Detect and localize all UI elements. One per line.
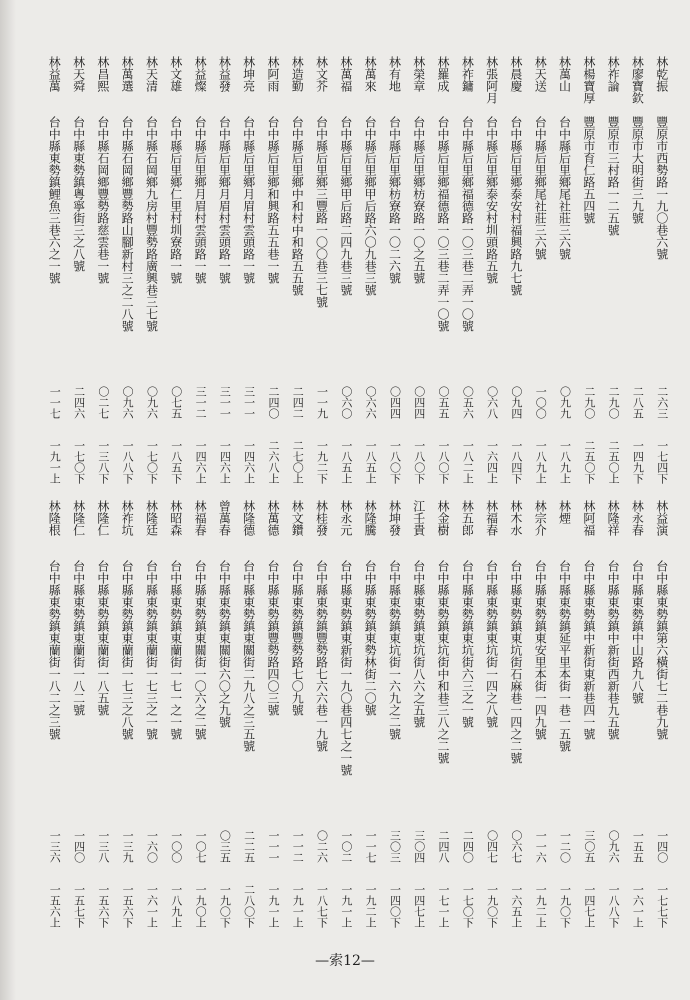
entry-number-1: 〇三五 <box>218 830 232 863</box>
entry-number-1: 一六〇 <box>145 830 159 863</box>
entry-number-2: 二五〇下 <box>582 440 596 484</box>
entry-number-2: 一九一上 <box>266 884 280 928</box>
index-entry <box>480 500 504 930</box>
entry-name: 林昭森 <box>168 500 183 536</box>
entry-name: 林益萬 <box>47 56 62 92</box>
entry-number-2: 一六四上 <box>485 440 499 484</box>
index-entry <box>480 56 504 486</box>
entry-number-2: 一八〇下 <box>437 440 451 484</box>
entry-number-1: 一一七 <box>364 830 378 863</box>
entry-number-2: 一八八下 <box>607 884 621 928</box>
entry-name: 林天清 <box>144 56 159 92</box>
entry-name: 林榮章 <box>411 56 426 92</box>
entry-address: 台中縣后里鄉仁里村圳寮路一號 <box>168 116 183 284</box>
entry-number-1: 三一一 <box>242 386 256 419</box>
entry-address: 台中縣東勢鎮東坑街石麻巷一四之二號 <box>508 560 523 764</box>
index-block-bottom <box>18 500 674 930</box>
entry-name: 林永春 <box>630 500 645 536</box>
entry-address: 台中縣東勢鎮東蘭街一八二號 <box>71 560 86 716</box>
entry-number-1: 一一一 <box>266 830 280 863</box>
entry-number-1: 一〇〇 <box>169 830 183 863</box>
index-entry <box>650 500 674 930</box>
entry-address: 台中縣東勢鎮中新街東新巷四一號 <box>581 560 596 740</box>
entry-number-2: 一九一上 <box>339 884 353 928</box>
entry-number-2: 一四七上 <box>582 884 596 928</box>
entry-number-1: 〇九六 <box>121 386 135 419</box>
index-entry <box>601 56 625 486</box>
entry-number-2: 一九〇下 <box>485 884 499 928</box>
entry-name: 林永元 <box>338 500 353 536</box>
entry-number-2: 一五六下 <box>121 884 135 928</box>
entry-address: 台中縣東勢鎮鯉魚三巷六之一號 <box>47 116 62 284</box>
entry-address: 豐原市三村路一二五號 <box>606 116 621 236</box>
index-entry <box>285 56 309 486</box>
index-entry <box>625 56 649 486</box>
entry-address: 台中縣后里鄉枋寮路一〇二六號 <box>387 116 402 284</box>
entry-number-1: 〇四四 <box>412 386 426 419</box>
entry-number-2: 一八二上 <box>461 440 475 484</box>
index-entry <box>553 56 577 486</box>
entry-number-1: 一〇二 <box>339 830 353 863</box>
entry-number-2: 一九二上 <box>534 884 548 928</box>
entry-name: 林晨慶 <box>508 56 523 92</box>
index-entry <box>261 500 285 930</box>
index-entry <box>528 56 552 486</box>
entry-number-1: 三一一 <box>218 386 232 419</box>
entry-address: 豐原市大明街三九號 <box>630 116 645 224</box>
entry-number-1: 〇二六 <box>315 830 329 863</box>
index-entry <box>188 56 212 486</box>
entry-number-1: 〇四七 <box>485 830 499 863</box>
index-block-top <box>18 56 674 486</box>
entry-number-1: 二九〇 <box>607 386 621 419</box>
entry-name: 林益發 <box>217 56 232 92</box>
entry-name: 林隆廷 <box>144 500 159 536</box>
entry-address: 台中縣后里鄉甲后路六〇九巷三號 <box>363 116 378 296</box>
entry-number-2: 一八〇下 <box>388 440 402 484</box>
entry-number-1: 〇七五 <box>169 386 183 419</box>
entry-name: 林萬山 <box>557 56 572 92</box>
entry-name: 林天送 <box>533 56 548 92</box>
entry-address: 台中縣東勢鎮豐勢路七〇九號 <box>290 560 305 716</box>
index-entry <box>334 56 358 486</box>
entry-name: 林文鑽 <box>290 500 305 536</box>
entry-name: 林楊寶厚 <box>581 56 596 104</box>
entry-number-2: 一六一上 <box>631 884 645 928</box>
entry-number-1: 二四八 <box>437 830 451 863</box>
entry-number-1: 二四〇 <box>266 386 280 419</box>
entry-number-1: 一三九 <box>121 830 135 863</box>
entry-address: 台中縣東勢鎮東坑街六三之一號 <box>460 560 475 728</box>
entry-name: 林宗介 <box>533 500 548 536</box>
entry-address: 台中縣東勢鎮東蘭街一七三之八號 <box>120 560 135 740</box>
entry-number-2: 一七四下 <box>655 440 669 484</box>
index-entry <box>67 56 91 486</box>
entry-name: 林益演 <box>654 500 669 536</box>
entry-number-1: 〇六六 <box>364 386 378 419</box>
index-entry <box>407 56 431 486</box>
entry-name: 林隆根 <box>47 500 62 536</box>
entry-number-2: 一四七上 <box>412 884 426 928</box>
index-entry <box>164 56 188 486</box>
entry-address: 台中縣后里鄉泰安村圳頭路五號 <box>484 116 499 284</box>
entry-address: 台中縣后里鄉月眉村雲頭路一號 <box>193 116 208 284</box>
entry-address: 台中縣東勢鎮中山路九八號 <box>630 560 645 704</box>
index-entry <box>601 500 625 930</box>
entry-number-2: 一五七下 <box>72 884 86 928</box>
entry-address: 台中縣東勢鎮東蘭街一八二之三號 <box>47 560 62 740</box>
index-entry <box>212 500 236 930</box>
entry-address: 台中縣東勢鎮東蘭街一七三之一號 <box>144 560 159 740</box>
entry-number-1: 〇二七 <box>96 386 110 419</box>
entry-number-2: 一八九上 <box>534 440 548 484</box>
entry-number-2: 一八七下 <box>315 884 329 928</box>
entry-name: 林五郎 <box>460 500 475 536</box>
index-entry <box>334 500 358 930</box>
entry-name: 林煙 <box>557 500 572 524</box>
entry-number-1: 一四〇 <box>72 830 86 863</box>
entry-number-2: 一八八下 <box>121 440 135 484</box>
entry-name: 林祚論 <box>606 56 621 92</box>
entry-name: 林祚鏞 <box>460 56 475 92</box>
index-entry <box>42 500 66 930</box>
entry-number-2: 一七一上 <box>437 884 451 928</box>
entry-name: 林昌熙 <box>95 56 110 92</box>
entry-address: 台中縣后里鄉尾社莊三六號 <box>557 116 572 260</box>
index-entry <box>358 56 382 486</box>
entry-name: 江壬貴 <box>411 500 426 536</box>
entry-number-2: 一四九下 <box>631 440 645 484</box>
entry-number-2: 一三八下 <box>96 440 110 484</box>
entry-name: 林隆仁 <box>71 500 86 536</box>
entry-number-2: 一七〇下 <box>461 884 475 928</box>
entry-number-1: 一一二 <box>291 830 305 863</box>
entry-address: 豐原市西勢路一九〇巷六號 <box>654 116 669 260</box>
entry-number-2: 一八四下 <box>509 440 523 484</box>
entry-number-2: 一九二下 <box>315 440 329 484</box>
index-entry <box>310 500 334 930</box>
entry-number-2: 二六八上 <box>266 440 280 484</box>
index-entry <box>237 56 261 486</box>
entry-name: 林隆騰 <box>363 500 378 536</box>
entry-number-1: 三〇四 <box>412 830 426 863</box>
entry-number-1: 一三八 <box>96 830 110 863</box>
entry-number-1: 二九〇 <box>582 386 596 419</box>
entry-address: 台中縣石岡鄉豐勢路慈雲巷一號 <box>95 116 110 284</box>
entry-name: 林福春 <box>484 500 499 536</box>
entry-number-1: 一一九 <box>315 386 329 419</box>
index-entry <box>577 56 601 486</box>
index-entry <box>431 500 455 930</box>
entry-number-2: 一八五上 <box>364 440 378 484</box>
entry-name: 曾萬春 <box>217 500 232 536</box>
entry-number-1: 一四〇 <box>655 830 669 863</box>
entry-address: 台中縣后里鄉甲后路二四九巷三號 <box>338 116 353 296</box>
entry-address: 豐原市育仁路五四號 <box>581 116 596 224</box>
entry-name: 林隆德 <box>241 500 256 536</box>
entry-address: 台中縣后里鄉福德路一〇三巷二弄一〇號 <box>436 116 451 332</box>
entry-number-1: 一一六 <box>534 830 548 863</box>
entry-address: 台中縣后里鄉尾社莊三六號 <box>533 116 548 260</box>
entry-number-2: 一六五上 <box>509 884 523 928</box>
entry-address: 台中縣東勢鎮豐勢路四〇三號 <box>265 560 280 716</box>
entry-address: 台中縣東勢鎮東蘭街一八五號 <box>95 560 110 716</box>
entry-number-2: 二七〇上 <box>291 440 305 484</box>
entry-number-1: 〇九九 <box>558 386 572 419</box>
entry-number-1: 三〇三 <box>388 830 402 863</box>
entry-name: 林天舜 <box>71 56 86 92</box>
entry-address: 台中縣東勢鎮東安里本街一四九號 <box>533 560 548 740</box>
entry-number-1: 〇九六 <box>607 830 621 863</box>
index-entry <box>528 500 552 930</box>
entry-number-1: 一一七 <box>48 386 62 419</box>
index-entry <box>310 56 334 486</box>
entry-number-2: 二五〇上 <box>607 440 621 484</box>
entry-number-1: 〇六八 <box>485 386 499 419</box>
entry-name: 林造勤 <box>290 56 305 92</box>
entry-name: 林坤發 <box>387 500 402 536</box>
entry-number-1: 二六三 <box>655 386 669 419</box>
entry-name: 林文芥 <box>314 56 329 92</box>
index-entry <box>115 56 139 486</box>
entry-number-1: 一〇〇 <box>534 386 548 419</box>
entry-name: 林坤亮 <box>241 56 256 92</box>
entry-number-2: 一六一上 <box>145 884 159 928</box>
index-entry <box>91 500 115 930</box>
page-edge-shadow <box>0 0 16 1000</box>
entry-name: 林隆祥 <box>606 500 621 536</box>
entry-address: 台中縣東勢鎮東坑街一四之八號 <box>484 560 499 728</box>
entry-address: 台中縣后里鄉月眉村雲頭路一號 <box>241 116 256 284</box>
entry-name: 林有地 <box>387 56 402 92</box>
entry-number-2: 一四六上 <box>194 440 208 484</box>
entry-number-2: 一九〇上 <box>194 884 208 928</box>
entry-number-1: 〇五五 <box>437 386 451 419</box>
entry-number-2: 一七〇下 <box>72 440 86 484</box>
entry-number-2: 一九一上 <box>48 440 62 484</box>
entry-address: 台中縣后里鄉月眉村雲頭路一號 <box>217 116 232 284</box>
entry-number-1: 三〇五 <box>582 830 596 863</box>
entry-number-1: 二八五 <box>631 386 645 419</box>
entry-number-1: 〇九六 <box>145 386 159 419</box>
index-entry <box>91 56 115 486</box>
entry-address: 台中縣東勢鎮東坑街八六之五號 <box>411 560 426 728</box>
index-entry <box>504 500 528 930</box>
index-entry <box>650 56 674 486</box>
entry-number-2: 一七〇下 <box>145 440 159 484</box>
entry-address: 台中縣東勢鎮中新街西新巷九五號 <box>606 560 621 740</box>
entry-number-2: 一九二上 <box>364 884 378 928</box>
entry-name: 林阿福 <box>581 500 596 536</box>
entry-number-2: 一四六上 <box>242 440 256 484</box>
index-entry <box>455 500 479 930</box>
entry-address: 台中縣東勢鎮豐勢路七六六巷一九號 <box>314 560 329 752</box>
entry-number-2: 一八九上 <box>558 440 572 484</box>
entry-number-1: 一五五 <box>631 830 645 863</box>
entry-number-1: 一三六 <box>48 830 62 863</box>
entry-address: 台中縣東勢鎮東坑街中和巷三八之二號 <box>436 560 451 764</box>
entry-address: 台中縣后里鄉和興路五五巷一號 <box>265 116 280 284</box>
entry-number-2: 一九〇下 <box>558 884 572 928</box>
entry-number-1: 〇六七 <box>509 830 523 863</box>
entry-name: 林福春 <box>193 500 208 536</box>
entry-name: 林桂發 <box>314 500 329 536</box>
entry-name: 林隆仁 <box>95 500 110 536</box>
entry-name: 林木水 <box>508 500 523 536</box>
entry-name: 林萬來 <box>363 56 378 92</box>
entry-number-1: 二四六 <box>72 386 86 419</box>
entry-address: 台中縣后里鄉泰安村福興路九七號 <box>508 116 523 296</box>
entry-address: 台中縣東勢鎮粵寧街三之八號 <box>71 116 86 272</box>
entry-name: 林益燦 <box>193 56 208 92</box>
entry-address: 台中縣東勢鎮延平里本街一巷一五號 <box>557 560 572 752</box>
index-entry <box>382 500 406 930</box>
entry-columns-bottom <box>42 500 674 930</box>
index-entry <box>431 56 455 486</box>
index-entry <box>139 56 163 486</box>
entry-address: 台中縣后里鄉三豐路一〇〇巷三七號 <box>314 116 329 308</box>
entry-number-1: 二四〇 <box>461 830 475 863</box>
entry-number-2: 一八五下 <box>169 440 183 484</box>
entry-name: 林萬選 <box>120 56 135 92</box>
entry-number-1: 一二〇 <box>558 830 572 863</box>
entry-number-2: 一八九上 <box>169 884 183 928</box>
index-entry <box>504 56 528 486</box>
entry-number-1: 〇四四 <box>388 386 402 419</box>
index-entry <box>164 500 188 930</box>
entry-number-1: 〇六〇 <box>339 386 353 419</box>
entry-name: 林阿雨 <box>265 56 280 92</box>
entry-address: 台中縣石岡鄉九房村豐勢路廣興巷三七號 <box>144 116 159 332</box>
entry-address: 台中縣東勢鎮東坑街一六九之二號 <box>387 560 402 740</box>
entry-address: 台中縣東勢鎮東關街六〇之九號 <box>217 560 232 728</box>
index-entry <box>358 500 382 930</box>
entry-number-2: 一九〇下 <box>218 884 232 928</box>
entry-address: 台中縣后里鄉枋寮路一〇之五號 <box>411 116 426 284</box>
index-entry <box>139 500 163 930</box>
index-entry <box>455 56 479 486</box>
entry-name: 林金樹 <box>436 500 451 536</box>
entry-address: 台中縣石岡鄉豐勢路山腳新村三之二八號 <box>120 116 135 332</box>
entry-number-2: 二八〇下 <box>242 884 256 928</box>
entry-number-2: 一九一上 <box>291 884 305 928</box>
index-entry <box>212 56 236 486</box>
index-entry <box>285 500 309 930</box>
entry-columns-top <box>42 56 674 486</box>
entry-number-2: 一八〇下 <box>412 440 426 484</box>
entry-address: 台中縣東勢鎮東新街一九〇巷四七之一號 <box>338 560 353 776</box>
page-number: —索12— <box>315 953 375 969</box>
entry-name: 林張阿月 <box>484 56 499 104</box>
entry-name: 林萬福 <box>338 56 353 92</box>
entry-address: 台中縣后里鄉中和村中和路五五號 <box>290 116 305 296</box>
index-entry <box>625 500 649 930</box>
entry-number-1: 一〇七 <box>194 830 208 863</box>
entry-number-1: 三一二 <box>194 386 208 419</box>
index-entry <box>115 500 139 930</box>
index-entry <box>42 56 66 486</box>
entry-address: 台中縣東勢鎮東勢林街二〇號 <box>363 560 378 716</box>
entry-number-1: 〇九四 <box>509 386 523 419</box>
index-entry <box>67 500 91 930</box>
entry-name: 林萬德 <box>265 500 280 536</box>
entry-name: 林祚坑 <box>120 500 135 536</box>
entry-number-2: 一四六上 <box>218 440 232 484</box>
index-entry <box>407 500 431 930</box>
index-entry <box>237 500 261 930</box>
entry-address: 台中縣東勢鎮東蘭街一七一之一號 <box>168 560 183 740</box>
entry-number-1: 二四二 <box>291 386 305 419</box>
index-entry <box>188 500 212 930</box>
entry-number-2: 一五六上 <box>48 884 62 928</box>
index-entry <box>553 500 577 930</box>
entry-address: 台中縣后里鄉福德路一〇三巷二弄一〇號 <box>460 116 475 332</box>
entry-address: 台中縣東勢鎮東關街二九八之三五號 <box>241 560 256 752</box>
entry-name: 林文雄 <box>168 56 183 92</box>
entry-address: 台中縣東勢鎮東關街一〇六之二號 <box>193 560 208 740</box>
entry-number-2: 一四〇下 <box>388 884 402 928</box>
entry-address: 台中縣東勢鎮第六橫街七二巷九號 <box>654 560 669 740</box>
entry-name: 林羅成 <box>436 56 451 92</box>
index-entry <box>261 56 285 486</box>
entry-number-2: 一八五上 <box>339 440 353 484</box>
entry-name: 林乾振 <box>654 56 669 92</box>
index-entry <box>577 500 601 930</box>
entry-number-2: 一七七下 <box>655 884 669 928</box>
index-entry <box>382 56 406 486</box>
entry-number-1: 〇五六 <box>461 386 475 419</box>
entry-number-1: 二二五 <box>242 830 256 863</box>
entry-number-2: 一五六下 <box>96 884 110 928</box>
entry-name: 林廖寶欽 <box>630 56 645 104</box>
